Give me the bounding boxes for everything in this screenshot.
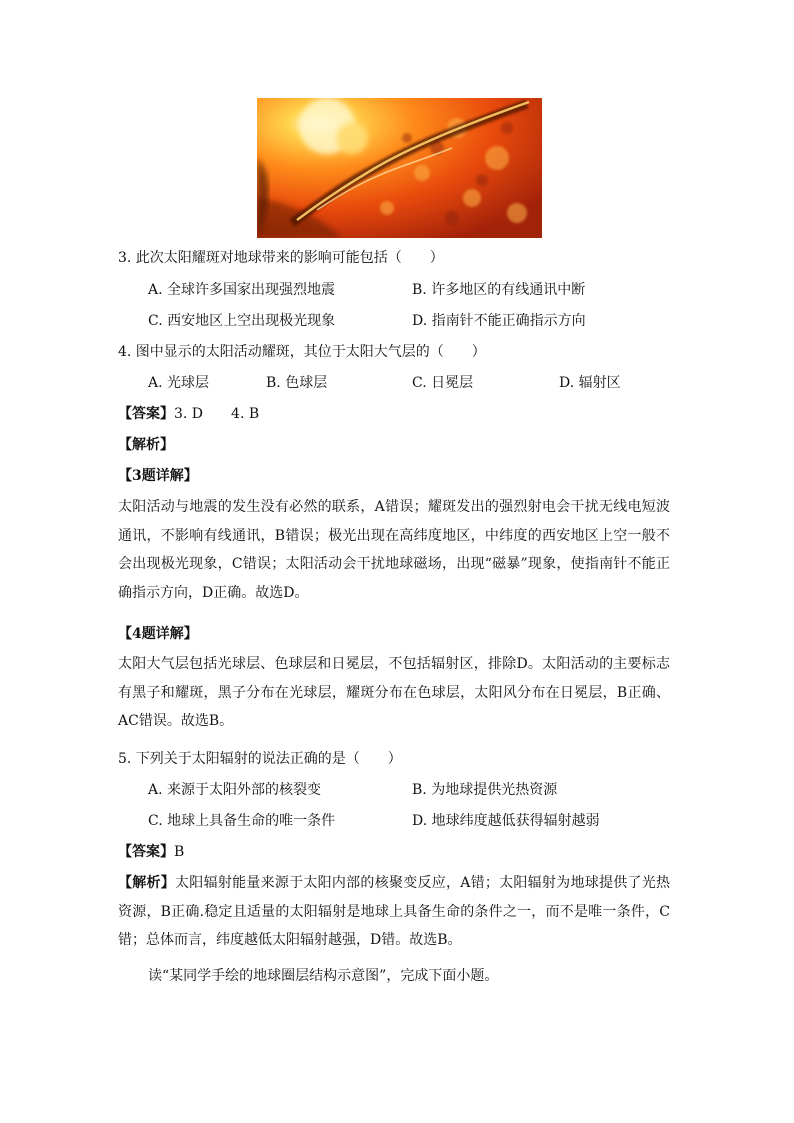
answer-5 (118, 842, 184, 862)
answer-5-value: B (174, 844, 185, 860)
detail-3-text: 太阳活动与地震的发生没有必然的联系，A错误；耀斑发出的强烈射电会干扰无线电短波通讯，不影响有线通讯，B错误；极光出现在高纬度地区，中纬度的西安地区上空一般不会出现极光现象，C错误；太阳活动会干扰地球磁场，出现“磁暴”现象，使指南针不能正确指示方向，D正确。故选D。 (118, 499, 670, 601)
solar-flare-photo-icon (257, 98, 542, 238)
answer-3-4 (118, 404, 259, 424)
question-4-option-a: A. 光球层 (148, 375, 210, 391)
question-3-stem: 3. 此次太阳耀斑对地球带来的影响可能包括（ ） (118, 250, 444, 266)
answer-5-label: 【答案】 (118, 844, 174, 860)
question-5-option-b: B. 为地球提供光热资源 (412, 782, 558, 798)
analysis-5-text: 太阳辐射能量来源于太阳内部的核聚变反应，A错；太阳辐射为地球提供了光热资源，B正确.稳定且适量的太阳辐射是地球上具备生命的条件之一，而不是唯一条件，C错；总体而言，纬度越低太阳辐射越强，D错。故选B。 (118, 875, 671, 948)
question-5-option-d: D. 地球纬度越低获得辐射越弱 (412, 813, 600, 829)
next-section-intro: 读“某同学手绘的地球圈层结构示意图”，完成下面小题。 (148, 968, 499, 984)
analysis-5-label: 【解析】 (118, 875, 176, 891)
detail-4-text: 太阳大气层包括光球层、色球层和日冕层，不包括辐射区，排除D。太阳活动的主要标志有黑子和耀斑，黑子分布在光球层，耀斑分布在色球层，太阳风分布在日冕层，B正确、AC错误。故选B。 (118, 656, 670, 729)
question-3-option-d: D. 指南针不能正确指示方向 (412, 313, 586, 329)
question-5-option-c: C. 地球上具备生命的唯一条件 (148, 813, 336, 829)
question-4-stem: 4. 图中显示的太阳活动耀斑，其位于太阳大气层的（ ） (118, 344, 486, 360)
question-4-option-d: D. 辐射区 (559, 375, 621, 391)
question-4-option-c: C. 日冕层 (412, 375, 474, 391)
analysis-label: 【解析】 (118, 437, 174, 453)
solar-flare-image (257, 98, 542, 238)
answer-value: 3. D 4. B (174, 406, 260, 422)
question-5-option-a: A. 来源于太阳外部的核裂变 (148, 782, 322, 798)
question-5-stem: 5. 下列关于太阳辐射的说法正确的是（ ） (118, 751, 402, 767)
answer-label: 【答案】 (118, 406, 174, 422)
detail-4-label: 【4题详解】 (118, 626, 198, 642)
question-3-option-b: B. 许多地区的有线通讯中断 (412, 282, 586, 298)
question-3-option-c: C. 西安地区上空出现极光现象 (148, 313, 336, 329)
question-3-option-a: A. 全球许多国家出现强烈地震 (148, 282, 336, 298)
detail-3-label: 【3题详解】 (118, 468, 198, 484)
analysis-5 (118, 869, 670, 955)
question-4-option-b: B. 色球层 (266, 375, 328, 391)
